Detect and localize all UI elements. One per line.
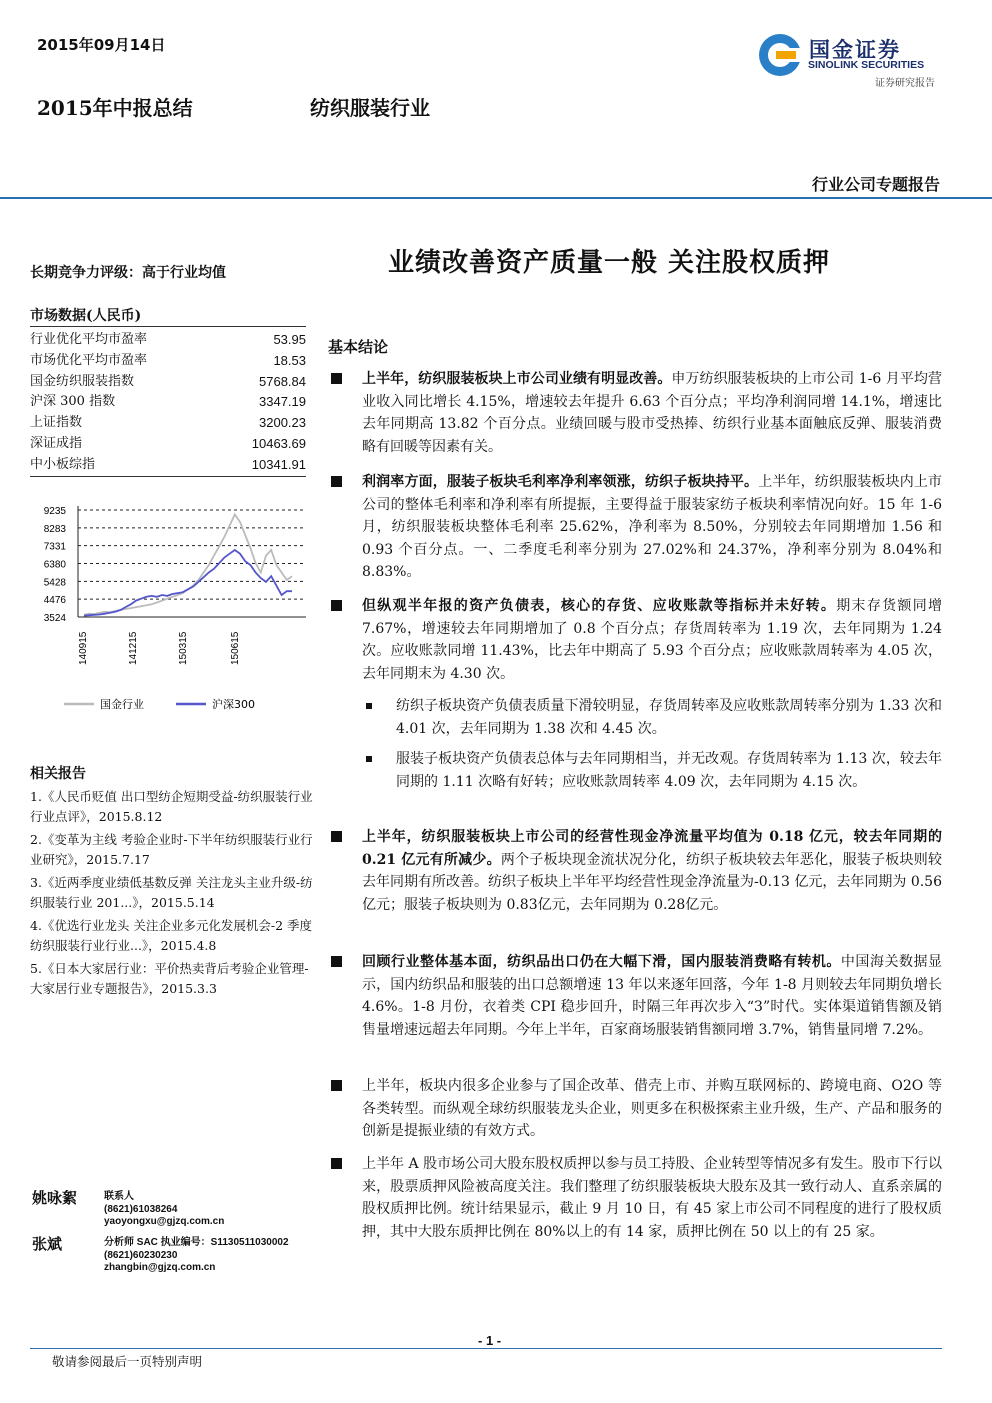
analyst-name: 姚咏絮	[32, 1189, 78, 1207]
paragraph-lead: 回顾行业整体基本面，纺织品出口仍在大幅下滑，国内服装消费略有转机。	[362, 954, 841, 970]
paragraph-text	[362, 471, 942, 584]
analyst-contact	[104, 1237, 289, 1275]
small-square-bullet-icon	[366, 703, 372, 709]
analyst-contact	[104, 1191, 224, 1229]
market-data-label: 深证成指	[30, 435, 83, 451]
sub-bullet-item	[362, 695, 942, 740]
sub-bullet-item	[362, 748, 942, 793]
company-logo	[757, 30, 947, 90]
square-bullet-icon	[331, 956, 342, 967]
related-report-item[interactable]: 1.《人民币贬值 出口型纺企短期受益-纺织服装行业行业点评》，2015.8.12	[30, 789, 313, 824]
x-tick-label: 141215	[128, 631, 139, 665]
paragraph-body: 申万纺织服装板块的上市公司 1-6 月平均营业收入同比增长 4.15%，增速较去年提升 6.63 个百分点；平均净利润同增 14.1%，增速比去年同期高 13.82 个百分点。业绩回暖与股市受热捧、纺织行业基本面触底反弹、服装消费略有回暖等因素有关。	[362, 371, 942, 455]
market-data-label: 沪深 300 指数	[30, 394, 116, 410]
industry-name: 纺织服装行业	[310, 96, 430, 120]
market-data-rule	[30, 476, 306, 477]
contact-line: 分析师 SAC 执业编号：S1130511030002	[104, 1237, 289, 1248]
index-chart	[30, 490, 306, 720]
contact-line: zhangbin@gjzq.com.cn	[104, 1262, 216, 1273]
paragraph-text	[362, 1075, 942, 1143]
section-title: 基本结论	[328, 338, 389, 356]
x-tick-label: 150615	[230, 631, 241, 665]
market-data-row	[30, 434, 306, 455]
paragraph-text	[396, 695, 942, 740]
footer-notice: 敬请参阅最后一页特别声明	[52, 1354, 203, 1369]
market-data-label: 上证指数	[30, 415, 83, 431]
related-report-item[interactable]: 3.《近两季度业绩低基数反弹 关注龙头主业升级-纺织服装行业 201...》，2015.5.14	[30, 875, 313, 910]
square-bullet-icon	[331, 1080, 342, 1091]
square-bullet-icon	[331, 476, 342, 487]
bullet-paragraph	[328, 951, 942, 1041]
market-data-row	[30, 351, 306, 372]
y-tick-label: 3524	[43, 613, 66, 624]
analyst-name: 张斌	[32, 1235, 63, 1253]
bullet-paragraph	[328, 1075, 942, 1143]
headline: 业绩改善资产质量一般 关注股权质押	[388, 248, 831, 278]
paragraph-text	[362, 595, 942, 685]
footer-divider	[30, 1348, 942, 1349]
small-square-bullet-icon	[366, 756, 372, 762]
paragraph-body: 上半年，板块内很多企业参与了国企改革、借壳上市、并购互联网标的、跨境电商、O2O 等各类转型。而纵观全球纺织服装龙头企业，则更多在积极探索主业升级，生产、产品和服务的创新是提振业绩的有效方式。	[362, 1078, 942, 1139]
market-data-row	[30, 413, 306, 434]
paragraph-lead: 但纵观半年报的资产负债表，核心的存货、应收账款等指标并未好转。	[362, 598, 837, 614]
y-tick-label: 7331	[43, 541, 66, 553]
legend-label: 国金行业	[100, 698, 144, 711]
legend-label: 沪深300	[212, 698, 255, 711]
square-bullet-icon	[331, 831, 342, 842]
paragraph-body: 中国海关数据显示，国内纺织品和服装的出口总额增速 13 年以来逐年回落，今年 1-8 月则较去年同期负增长 4.6%。1-8 月份，衣着类 CPI 稳步回升，时隔三年再次步入“3”时代。实体渠道销售额及销售量增速远超去年同期。今年上半年，百家商场服装销售额同增 3.7%，销售量同增 7.2%。	[362, 954, 942, 1038]
paragraph-lead: 利润率方面，服装子板块毛利率净利率领涨，纺织子板块持平。	[362, 474, 759, 490]
bullet-paragraph	[328, 1153, 942, 1243]
related-report-item[interactable]: 4.《优选行业龙头 关注企业多元化发展机会-2 季度纺织服装行业行业...》，2015.4.8	[30, 918, 313, 953]
square-bullet-icon	[331, 600, 342, 611]
report-title: 2015年中报总结	[37, 96, 193, 120]
square-bullet-icon	[331, 373, 342, 384]
y-tick-label: 4476	[43, 595, 66, 607]
bullet-paragraph	[328, 471, 942, 584]
bullet-paragraph	[328, 368, 942, 458]
market-data-label: 国金纺织服装指数	[30, 373, 135, 389]
contact-line: (8621)60230230	[104, 1249, 178, 1261]
paragraph-body: 上半年 A 股市场公司大股东股权质押以参与员工持股、企业转型等情况多有发生。股市下行以来，股票质押风险被高度关注。我们整理了纺织服装板块大股东及其一致行动人、直系亲属的股权质押比例。统计结果显示，截止 9 月 10 日，有 45 家上市公司不同程度的进行了股权质押，其中大股东质押比例在 80%以上的有 14 家，质押比例在 50 以上的有 25 家。	[362, 1156, 942, 1240]
paragraph-body: 期末存货额同增 7.67%，增速较去年同期增加了 0.8 个百分点；存货周转率为 1.19 次，去年同期为 1.24 次。应收账款同增 11.43%，比去年中期高了 5.93 个百分点；应收账款周转率为 4.05 次，去年同期末为 4.30 次。	[362, 598, 943, 682]
series-line	[84, 550, 292, 616]
main-content	[328, 368, 942, 1288]
paragraph-lead: 上半年，纺织服装板块上市公司的经营性现金净流量平均值为 0.18 亿元，较去年同期的 0.21 亿元有所减少。	[362, 829, 942, 868]
paragraph-text	[362, 1153, 942, 1243]
contact-line: 联系人	[104, 1191, 134, 1202]
market-data-row	[30, 392, 306, 413]
paragraph-body: 纺织子板块资产负债表质量下滑较明显，存货周转率及应收账款周转率分别为 1.33 次和 4.01 次，去年同期为 1.38 次和 4.45 次。	[396, 698, 942, 737]
market-data-rule	[30, 326, 306, 327]
y-tick-label: 8283	[43, 523, 66, 535]
market-data-value: 53.95	[273, 332, 306, 347]
market-data-label: 市场优化平均市盈率	[30, 352, 148, 368]
report-date: 2015年09月14日	[37, 36, 166, 54]
report-type: 行业公司专题报告	[811, 175, 940, 194]
market-data-value: 3347.19	[259, 394, 306, 410]
y-tick-label: 5428	[43, 577, 66, 589]
market-data-value: 10341.91	[251, 456, 306, 472]
x-tick-label: 150315	[178, 631, 189, 665]
contact-line: yaoyongxu@gjzq.com.cn	[104, 1216, 225, 1227]
related-reports-title: 相关报告	[30, 766, 86, 782]
market-data-row	[30, 330, 306, 351]
bullet-paragraph	[328, 595, 942, 685]
paragraph-text	[362, 826, 942, 916]
contact-line: (8621)61038264	[104, 1203, 178, 1215]
page-number: - 1 -	[478, 1333, 502, 1348]
market-data-value: 3200.23	[259, 415, 306, 431]
logo-subtitle: 证券研究报告	[875, 78, 935, 89]
market-data-label: 中小板综指	[30, 456, 96, 472]
paragraph-body: 服装子板块资产负债表总体与去年同期相当，并无改观。存货周转率为 1.13 次，较去年同期的 1.11 次略有好转；应收账款周转率 4.09 次，去年同期为 4.15 次。	[396, 751, 942, 790]
rating: 长期竞争力评级：高于行业均值	[30, 265, 226, 281]
related-report-item[interactable]: 2.《变革为主线 考验企业时-下半年纺织服装行业行业研究》，2015.7.17	[30, 832, 313, 867]
market-data-row	[30, 372, 306, 393]
market-data-row	[30, 455, 306, 476]
square-bullet-icon	[331, 1158, 342, 1169]
paragraph-text	[396, 748, 942, 793]
related-report-item[interactable]: 5.《日本大家居行业：平价热卖背后考验企业管理-大家居行业专题报告》，2015.3.3	[30, 961, 309, 996]
paragraph-text	[362, 951, 942, 1041]
market-data-value: 10463.69	[251, 435, 306, 451]
market-data-table	[30, 330, 306, 476]
x-tick-label: 140915	[78, 631, 89, 665]
logo-cn: 国金证券	[809, 38, 901, 62]
market-data-title: 市场数据(人民币)	[30, 308, 142, 324]
paragraph-body: 上半年，纺织服装板块内上市公司的整体毛利率和净利率有所提振，主要得益于服装家纺子板块利率情况向好。15 年 1-6 月，纺织服装板块整体毛利率 25.62%，净利率为 8.50%，分别较去年同期增加 1.56 和 0.93 个百分点。一、二季度毛利率分别为 27.02%和 24.37%，净利率分别为 8.04%和 8.83%。	[362, 474, 943, 580]
market-data-value: 5768.84	[259, 373, 306, 389]
sinolink-logo-icon	[757, 32, 803, 78]
bullet-paragraph	[328, 826, 942, 916]
y-tick-label: 6380	[43, 559, 66, 571]
market-data-label: 行业优化平均市盈率	[30, 332, 148, 347]
paragraph-lead: 上半年，纺织服装板块上市公司业绩有明显改善。	[362, 371, 672, 387]
header-divider	[0, 197, 992, 199]
paragraph-body: 两个子板块现金流状况分化，纺织子板块较去年恶化，服装子板块则较去年同期有所改善。纺织子板块上半年平均经营性现金净流量为-0.13 亿元，去年同期为 0.56 亿元；服装子板块则为 0.83亿元，去年同期为 0.28亿元。	[362, 851, 942, 913]
logo-en: SINOLINK SECURITIES	[808, 59, 925, 71]
market-data-value: 18.53	[273, 352, 306, 368]
paragraph-text	[362, 368, 942, 458]
related-reports-list	[30, 787, 320, 1002]
y-tick-label: 9235	[43, 506, 66, 517]
